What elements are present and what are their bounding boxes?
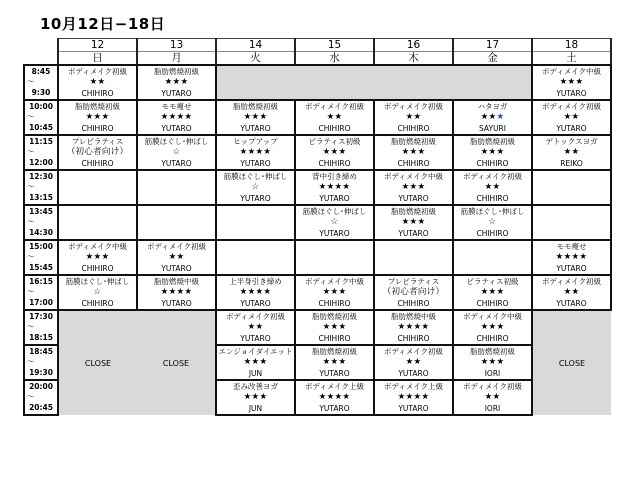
closed-label: CLOSE	[162, 358, 190, 368]
class-name: ボディメイク上級	[383, 382, 444, 391]
start-time: 10:00	[29, 101, 53, 111]
end-time: 15:45	[29, 262, 53, 272]
difficulty-stars: ★★★	[322, 287, 347, 297]
start-time: 8:45	[31, 66, 51, 76]
class-name: 脂肪燃焼初級	[154, 67, 199, 76]
class-cell[interactable]	[58, 275, 137, 310]
time-slot-row	[24, 310, 611, 345]
difficulty-stars: ★★★	[480, 287, 505, 297]
range-tilde: ～	[27, 112, 35, 122]
class-cell[interactable]	[58, 100, 137, 135]
difficulty-stars: ☆	[251, 182, 260, 192]
difficulty-stars: ★★★	[401, 182, 426, 192]
end-time: 14:30	[29, 227, 53, 237]
class-name: ハタヨガ	[477, 102, 508, 111]
header-corner	[24, 39, 58, 52]
class-name: ボディメイク初級	[462, 382, 523, 391]
instructor-name: YUTARO	[319, 369, 350, 378]
instructor-name: CHIHIRO	[318, 124, 351, 133]
instructor-name: JUN	[248, 404, 263, 413]
instructor-name: YUTARO	[319, 404, 350, 413]
class-cell[interactable]	[216, 380, 295, 415]
class-cell[interactable]	[453, 100, 532, 135]
difficulty-stars: ★★★	[480, 357, 505, 367]
closed-label: CLOSE	[558, 358, 586, 368]
class-name: ボディメイク初級	[541, 277, 602, 286]
instructor-name: YUTARO	[161, 264, 192, 273]
class-name: エンジョイダイエット	[218, 347, 293, 356]
instructor-name: YUTARO	[398, 229, 429, 238]
empty-slot	[374, 240, 453, 275]
class-cell[interactable]	[374, 170, 453, 205]
class-name: 筋膜ほぐし･伸ばし	[144, 137, 209, 146]
difficulty-stars: ★★	[484, 182, 501, 192]
time-slot-row	[24, 275, 611, 310]
difficulty-stars: ★★★	[322, 322, 347, 332]
day-date: 14	[216, 39, 295, 52]
class-cell[interactable]	[58, 135, 137, 170]
class-name: ボディメイク中級	[304, 277, 365, 286]
class-cell[interactable]	[137, 100, 216, 135]
instructor-name: YUTARO	[556, 264, 587, 273]
start-time: 15:00	[29, 241, 53, 251]
class-name: ピラティス初級	[308, 137, 361, 146]
instructor-name: CHIHIRO	[397, 334, 430, 343]
empty-slot	[532, 170, 611, 205]
instructor-name: YUTARO	[161, 89, 192, 98]
time-slot-row	[24, 100, 611, 135]
difficulty-stars: ★★★	[243, 357, 268, 367]
difficulty-stars: ☆	[330, 217, 339, 227]
instructor-name: CHIHIRO	[81, 264, 114, 273]
range-tilde: ～	[27, 147, 35, 157]
instructor-name: CHIHIRO	[476, 194, 509, 203]
difficulty-stars: ★★★	[164, 77, 189, 87]
time-range	[24, 100, 58, 135]
difficulty-stars: （初心者向け）	[382, 287, 445, 297]
time-range	[24, 205, 58, 240]
class-cell[interactable]	[532, 135, 611, 170]
class-cell[interactable]	[532, 275, 611, 310]
instructor-name: CHIHIRO	[81, 89, 114, 98]
class-name: ボディメイク中級	[462, 312, 523, 321]
instructor-name: YUTARO	[161, 299, 192, 308]
empty-slot	[137, 170, 216, 205]
class-name: ボディメイク初級	[383, 102, 444, 111]
class-name: 筋膜ほぐし･伸ばし	[460, 207, 525, 216]
class-cell[interactable]	[216, 345, 295, 380]
class-name: モモ痩せ	[556, 242, 587, 251]
day-weekday: 木	[374, 52, 453, 66]
difficulty-stars: ★★★	[85, 252, 110, 262]
range-tilde: ～	[27, 392, 35, 402]
class-name: ボディメイク初級	[67, 67, 128, 76]
time-range	[24, 345, 58, 380]
difficulty-stars: ★★★★	[555, 252, 588, 262]
class-cell[interactable]	[295, 170, 374, 205]
class-name: プレピラティス	[387, 277, 440, 286]
difficulty-stars: （初心者向け）	[66, 147, 129, 157]
accent-star-icon: ★	[496, 112, 505, 122]
instructor-name: YUTARO	[398, 194, 429, 203]
difficulty-stars: ★★	[563, 112, 580, 122]
class-name: ボディメイク中級	[541, 67, 602, 76]
start-time: 16:15	[29, 276, 53, 286]
instructor-name: YUTARO	[556, 124, 587, 133]
day-date: 13	[137, 39, 216, 52]
difficulty-stars: ★★★	[401, 147, 426, 157]
class-name: 筋膜ほぐし･伸ばし	[223, 172, 288, 181]
end-time: 19:30	[29, 367, 53, 377]
class-name: ボディメイク初級	[146, 242, 207, 251]
class-cell[interactable]	[374, 100, 453, 135]
difficulty-stars: ☆	[488, 217, 497, 227]
instructor-name: YUTARO	[161, 124, 192, 133]
class-cell[interactable]	[374, 275, 453, 310]
difficulty-stars: ★★★	[480, 112, 505, 122]
instructor-name: CHIHIRO	[81, 159, 114, 168]
header-corner	[24, 52, 58, 66]
difficulty-stars: ★★	[89, 77, 106, 87]
difficulty-stars: ★★★★	[318, 392, 351, 402]
difficulty-stars: ★★★	[480, 147, 505, 157]
range-tilde: ～	[27, 252, 35, 262]
difficulty-stars: ★★	[405, 357, 422, 367]
class-cell[interactable]	[453, 310, 532, 345]
class-cell[interactable]	[216, 170, 295, 205]
instructor-name: YUTARO	[240, 124, 271, 133]
class-cell[interactable]	[453, 170, 532, 205]
instructor-name: YUTARO	[240, 299, 271, 308]
class-name: 脂肪燃焼初級	[470, 137, 515, 146]
difficulty-stars: ☆	[93, 287, 102, 297]
class-name: 脂肪燃焼初級	[470, 347, 515, 356]
header-date-row	[24, 39, 611, 52]
difficulty-stars: ★★★★	[160, 112, 193, 122]
class-name: 脂肪燃焼中級	[154, 277, 199, 286]
class-name: 脂肪燃焼初級	[75, 102, 120, 111]
class-cell[interactable]	[295, 310, 374, 345]
end-time: 9:30	[31, 87, 51, 97]
time-slot-row	[24, 205, 611, 240]
day-date: 16	[374, 39, 453, 52]
class-cell[interactable]	[295, 345, 374, 380]
class-name: 脂肪燃焼初級	[312, 347, 357, 356]
class-cell[interactable]	[216, 135, 295, 170]
end-time: 18:15	[29, 332, 53, 342]
time-range	[24, 170, 58, 205]
difficulty-stars: ★★	[247, 322, 264, 332]
class-name: ボディメイク初級	[383, 347, 444, 356]
difficulty-stars: ★★★★	[397, 322, 430, 332]
instructor-name: SAYURI	[479, 124, 506, 133]
class-cell[interactable]	[453, 345, 532, 380]
instructor-name: IORI	[484, 404, 501, 413]
header-weekday-row	[24, 52, 611, 66]
weekly-schedule-table	[23, 38, 612, 416]
start-time: 11:15	[29, 136, 53, 146]
difficulty-stars: ★★★★	[239, 287, 272, 297]
difficulty-stars: ★★★	[401, 217, 426, 227]
day-date: 15	[295, 39, 374, 52]
instructor-name: CHIHIRO	[476, 299, 509, 308]
class-cell[interactable]	[532, 100, 611, 135]
time-range	[24, 65, 58, 100]
class-cell[interactable]	[453, 275, 532, 310]
difficulty-stars: ★★★★	[160, 287, 193, 297]
instructor-name: CHIHIRO	[397, 299, 430, 308]
end-time: 13:15	[29, 192, 53, 202]
class-name: 筋膜ほぐし･伸ばし	[302, 207, 367, 216]
instructor-name: CHIHIRO	[81, 299, 114, 308]
empty-slot	[137, 205, 216, 240]
difficulty-stars: ★★	[326, 112, 343, 122]
class-name: ボディメイク初級	[225, 312, 286, 321]
difficulty-stars: ★★	[484, 392, 501, 402]
start-time: 12:30	[29, 171, 53, 181]
instructor-name: CHIHIRO	[476, 334, 509, 343]
time-slot-row	[24, 240, 611, 275]
day-weekday: 火	[216, 52, 295, 66]
class-name: ボディメイク中級	[383, 172, 444, 181]
difficulty-stars: ★★★	[322, 147, 347, 157]
difficulty-stars: ★★★	[243, 112, 268, 122]
instructor-name: CHIHIRO	[397, 124, 430, 133]
class-name: ヒップアップ	[233, 137, 278, 146]
time-range	[24, 135, 58, 170]
instructor-name: CHIHIRO	[318, 299, 351, 308]
class-cell[interactable]	[58, 240, 137, 275]
range-tilde: ～	[27, 357, 35, 367]
class-cell[interactable]	[216, 310, 295, 345]
class-cell[interactable]	[374, 310, 453, 345]
class-cell[interactable]	[295, 100, 374, 135]
class-cell[interactable]	[532, 240, 611, 275]
day-weekday: 日	[58, 52, 137, 66]
class-name: 脂肪燃焼初級	[391, 137, 436, 146]
class-name: ボディメイク初級	[304, 102, 365, 111]
instructor-name: CHIHIRO	[318, 159, 351, 168]
empty-slot	[58, 170, 137, 205]
class-name: 筋膜ほぐし･伸ばし	[65, 277, 130, 286]
closed-label: CLOSE	[84, 358, 112, 368]
day-weekday: 月	[137, 52, 216, 66]
difficulty-stars: ★★★	[85, 112, 110, 122]
instructor-name: YUTARO	[240, 194, 271, 203]
class-cell[interactable]	[295, 380, 374, 415]
instructor-name: YUTARO	[556, 89, 587, 98]
start-time: 13:45	[29, 206, 53, 216]
instructor-name: CHIHIRO	[476, 159, 509, 168]
time-range	[24, 380, 58, 415]
instructor-name: CHIHIRO	[318, 334, 351, 343]
day-date: 17	[453, 39, 532, 52]
range-tilde: ～	[27, 182, 35, 192]
instructor-name: YUTARO	[398, 369, 429, 378]
class-name: デトックスヨガ	[545, 137, 598, 146]
instructor-name: YUTARO	[319, 229, 350, 238]
instructor-name: REIKO	[560, 159, 583, 168]
difficulty-stars: ★★★	[243, 392, 268, 402]
instructor-name: YUTARO	[161, 159, 192, 168]
time-slot-row	[24, 135, 611, 170]
no-class-block	[216, 65, 532, 100]
empty-slot	[295, 240, 374, 275]
time-range	[24, 240, 58, 275]
end-time: 20:45	[29, 402, 53, 412]
class-cell[interactable]	[137, 275, 216, 310]
difficulty-stars: ★★	[563, 147, 580, 157]
class-name: ボディメイク中級	[67, 242, 128, 251]
empty-slot	[216, 205, 295, 240]
difficulty-stars: ★★	[563, 287, 580, 297]
end-time: 10:45	[29, 122, 53, 132]
time-slot-row	[24, 65, 611, 100]
class-name: ボディメイク初級	[462, 172, 523, 181]
class-name: ボディメイク初級	[541, 102, 602, 111]
class-name: 脂肪燃焼初級	[233, 102, 278, 111]
time-range	[24, 275, 58, 310]
closed-block	[58, 310, 137, 415]
class-name: 脂肪燃焼初級	[391, 207, 436, 216]
class-cell[interactable]	[374, 380, 453, 415]
day-weekday: 土	[532, 52, 611, 66]
class-name: 脂肪燃焼初級	[312, 312, 357, 321]
start-time: 17:30	[29, 311, 53, 321]
empty-slot	[216, 240, 295, 275]
class-cell[interactable]	[58, 65, 137, 100]
class-name: プレピラティス	[71, 137, 124, 146]
start-time: 20:00	[29, 381, 53, 391]
instructor-name: YUTARO	[240, 159, 271, 168]
class-cell[interactable]	[137, 240, 216, 275]
instructor-name: JUN	[248, 369, 263, 378]
range-tilde: ～	[27, 322, 35, 332]
closed-block	[532, 310, 611, 415]
difficulty-stars: ★★★	[322, 357, 347, 367]
instructor-name: CHIHIRO	[397, 159, 430, 168]
range-tilde: ～	[27, 77, 35, 87]
range-tilde: ～	[27, 217, 35, 227]
class-cell[interactable]	[453, 380, 532, 415]
instructor-name: YUTARO	[556, 299, 587, 308]
start-time: 18:45	[29, 346, 53, 356]
class-cell[interactable]	[453, 135, 532, 170]
time-slot-row	[24, 170, 611, 205]
class-cell[interactable]	[532, 65, 611, 100]
class-cell[interactable]	[374, 205, 453, 240]
class-cell[interactable]	[137, 65, 216, 100]
instructor-name: YUTARO	[319, 194, 350, 203]
class-name: ボディメイク上級	[304, 382, 365, 391]
day-weekday: 金	[453, 52, 532, 66]
instructor-name: YUTARO	[240, 334, 271, 343]
class-cell[interactable]	[374, 135, 453, 170]
closed-block	[137, 310, 216, 415]
time-range	[24, 310, 58, 345]
empty-slot	[532, 205, 611, 240]
difficulty-stars: ☆	[172, 147, 181, 157]
class-name: 背中引き締め	[312, 172, 357, 181]
class-cell[interactable]	[374, 345, 453, 380]
instructor-name: IORI	[484, 369, 501, 378]
difficulty-stars: ★★★★	[397, 392, 430, 402]
instructor-name: CHIHIRO	[476, 229, 509, 238]
class-name: 歪み改善ヨガ	[233, 382, 278, 391]
class-name: 上半身引き締め	[229, 277, 282, 286]
day-weekday: 水	[295, 52, 374, 66]
class-cell[interactable]	[137, 135, 216, 170]
end-time: 17:00	[29, 297, 53, 307]
instructor-name: YUTARO	[398, 404, 429, 413]
difficulty-stars: ★★	[405, 112, 422, 122]
class-cell[interactable]	[216, 100, 295, 135]
day-date: 18	[532, 39, 611, 52]
class-cell[interactable]	[295, 275, 374, 310]
difficulty-stars: ★★★★	[239, 147, 272, 157]
class-name: モモ痩せ	[161, 102, 192, 111]
end-time: 12:00	[29, 157, 53, 167]
difficulty-stars: ★★★	[480, 322, 505, 332]
class-name: 脂肪燃焼中級	[391, 312, 436, 321]
class-cell[interactable]	[295, 205, 374, 240]
difficulty-stars: ★★★★	[318, 182, 351, 192]
day-date: 12	[58, 39, 137, 52]
class-cell[interactable]	[216, 275, 295, 310]
difficulty-stars: ★★★	[559, 77, 584, 87]
difficulty-stars: ★★	[168, 252, 185, 262]
schedule-title: 10月12日−18日	[40, 15, 166, 33]
instructor-name: CHIHIRO	[81, 124, 114, 133]
class-name: ピラティス初級	[466, 277, 519, 286]
empty-slot	[58, 205, 137, 240]
empty-slot	[453, 240, 532, 275]
class-cell[interactable]	[295, 135, 374, 170]
class-cell[interactable]	[453, 205, 532, 240]
range-tilde: ～	[27, 287, 35, 297]
